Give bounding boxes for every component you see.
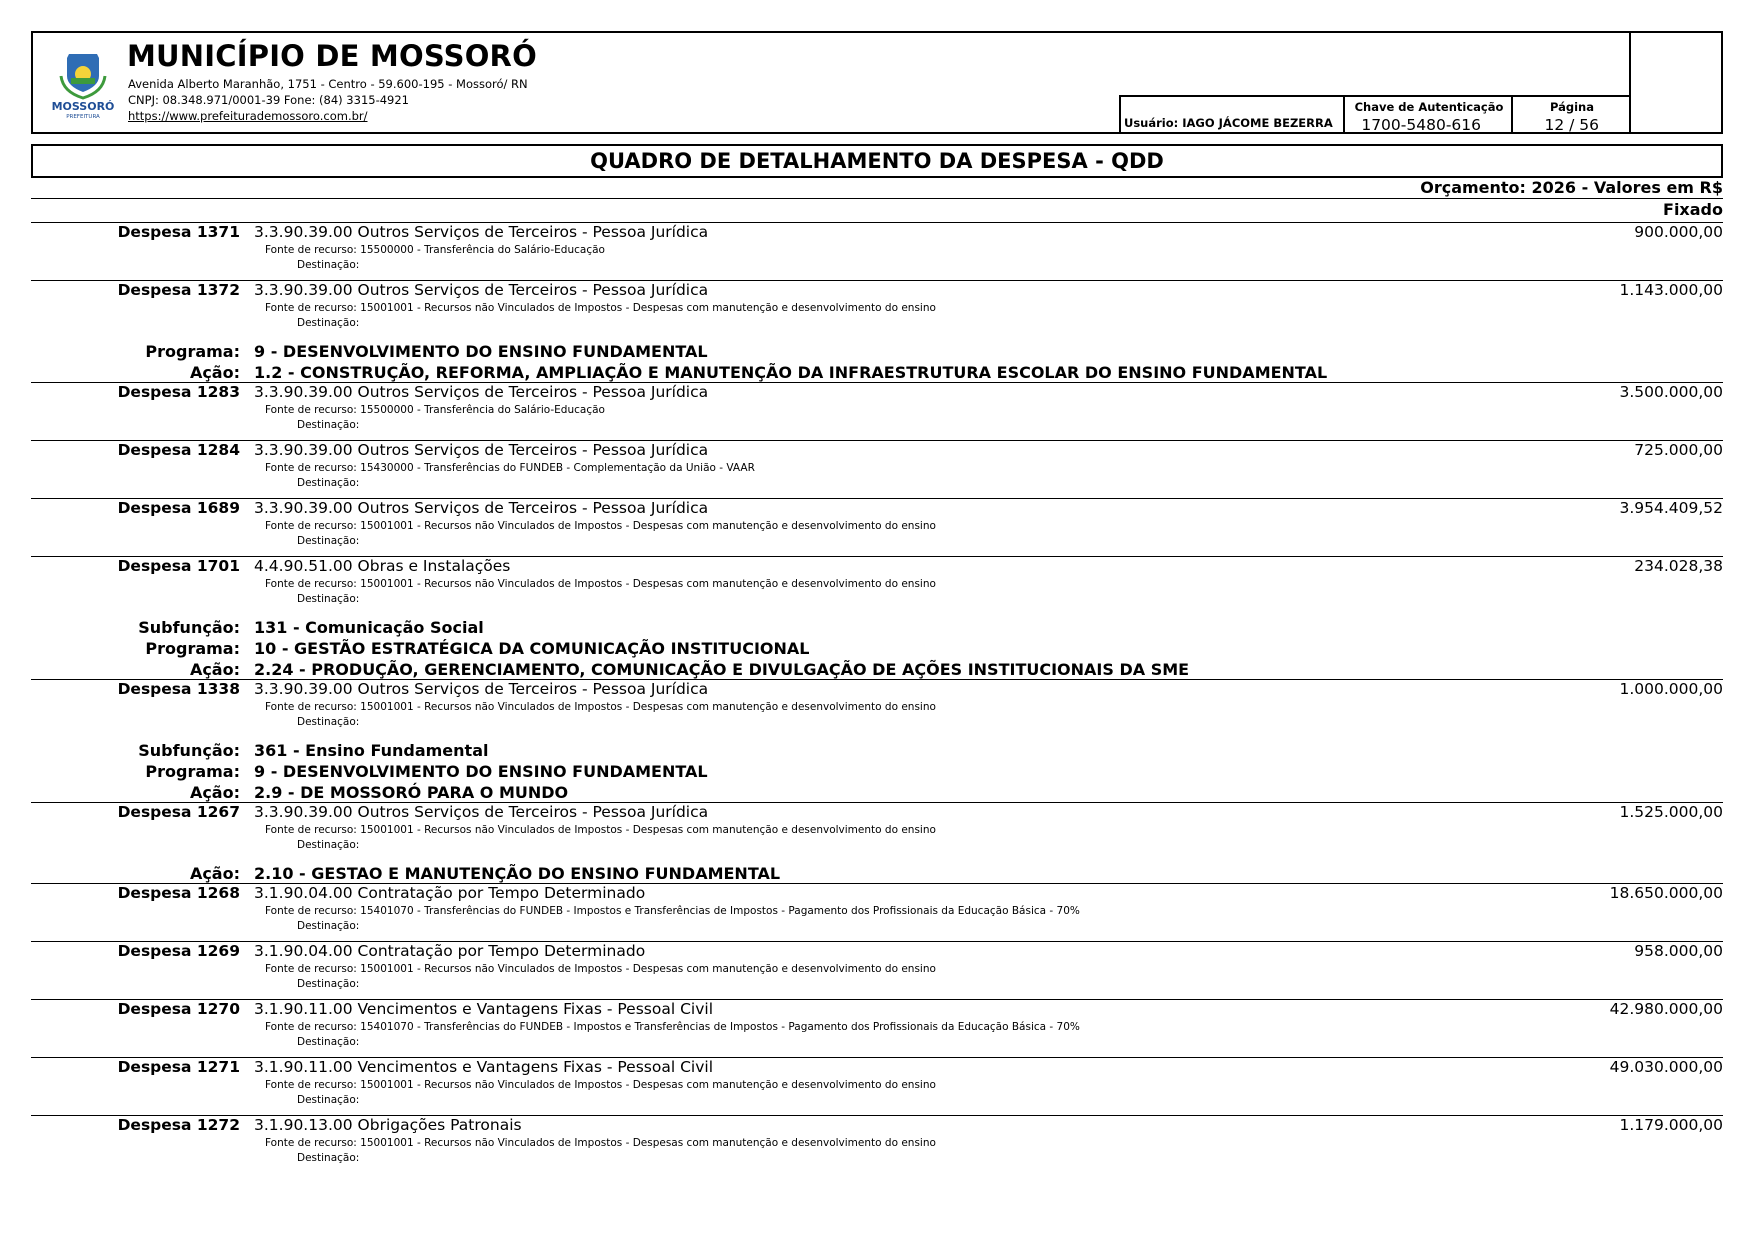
group-label: Programa: (145, 342, 240, 361)
expense-description: 4.4.90.51.00 Obras e Instalações (254, 557, 511, 575)
funding-source: Fonte de recurso: 15001001 - Recursos não Vinculados de Impostos - Despesas com manutenção e desenvolvimento do ensino (265, 963, 936, 975)
group-value: 9 - DESENVOLVIMENTO DO ENSINO FUNDAMENTAL (254, 762, 708, 781)
expense-id: Despesa 1284 (117, 441, 240, 459)
destination-label: Destinação: (297, 317, 360, 329)
funding-source: Fonte de recurso: 15430000 - Transferências do FUNDEB - Complementação da União - VAAR (265, 462, 755, 474)
expense-description: 3.3.90.39.00 Outros Serviços de Terceiros - Pessoa Jurídica (254, 223, 709, 241)
funding-source: Fonte de recurso: 15001001 - Recursos não Vinculados de Impostos - Despesas com manutenção e desenvolvimento do ensino (265, 1137, 936, 1149)
group-value: 1.2 - CONSTRUÇÃO, REFORMA, AMPLIAÇÃO E MANUTENÇÃO DA INFRAESTRUTURA ESCOLAR DO ENSINO FUNDAMENTAL (254, 363, 1328, 382)
expense-id: Despesa 1372 (117, 281, 240, 299)
funding-source: Fonte de recurso: 15001001 - Recursos não Vinculados de Impostos - Despesas com manutenção e desenvolvimento do ensino (265, 1079, 936, 1091)
destination-label: Destinação: (297, 978, 360, 990)
page-box (1511, 95, 1631, 134)
group-value: 361 - Ensino Fundamental (254, 741, 489, 760)
group-label: Programa: (145, 762, 240, 781)
user-name: Usuário: IAGO JÁCOME BEZERRA (1124, 116, 1333, 130)
funding-source: Fonte de recurso: 15401070 - Transferências do FUNDEB - Impostos e Transferências de Impostos - Pagamento dos Profissionais da Educação Básica - 70% (265, 1021, 1080, 1033)
funding-source: Fonte de recurso: 15001001 - Recursos não Vinculados de Impostos - Despesas com manutenção e desenvolvimento do ensino (265, 520, 936, 532)
website-link[interactable]: https://www.prefeiturademossoro.com.br/ (128, 109, 368, 123)
group-label: Subfunção: (138, 741, 240, 760)
page-number: 12 / 56 (1544, 116, 1599, 134)
destination-label: Destinação: (297, 419, 360, 431)
expense-description: 3.1.90.04.00 Contratação por Tempo Determinado (254, 942, 646, 960)
funding-source: Fonte de recurso: 15401070 - Transferências do FUNDEB - Impostos e Transferências de Impostos - Pagamento dos Profissionais da Educação Básica - 70% (265, 905, 1080, 917)
group-value: 2.9 - DE MOSSORÓ PARA O MUNDO (254, 783, 569, 802)
expense-description: 3.1.90.11.00 Vencimentos e Vantagens Fixas - Pessoal Civil (254, 1000, 713, 1018)
group-value: 9 - DESENVOLVIMENTO DO ENSINO FUNDAMENTAL (254, 342, 708, 361)
expense-id: Despesa 1371 (117, 223, 240, 241)
destination-label: Destinação: (297, 477, 360, 489)
expense-id: Despesa 1338 (117, 680, 240, 698)
expense-description: 3.3.90.39.00 Outros Serviços de Terceiros - Pessoa Jurídica (254, 680, 709, 698)
fixed-amount: 1.525.000,00 (1619, 803, 1723, 821)
destination-label: Destinação: (297, 920, 360, 932)
expense-id: Despesa 1268 (117, 884, 240, 902)
fixed-amount: 900.000,00 (1634, 223, 1723, 241)
destination-label: Destinação: (297, 839, 360, 851)
expense-description: 3.1.90.11.00 Vencimentos e Vantagens Fixas - Pessoal Civil (254, 1058, 713, 1076)
group-label: Ação: (189, 363, 240, 382)
funding-source: Fonte de recurso: 15001001 - Recursos não Vinculados de Impostos - Despesas com manutenção e desenvolvimento do ensino (265, 578, 936, 590)
municipality-logo (51, 50, 115, 122)
expense-id: Despesa 1701 (117, 557, 240, 575)
group-label: Subfunção: (138, 618, 240, 637)
expense-id: Despesa 1270 (117, 1000, 240, 1018)
coat-of-arms-icon (51, 50, 115, 122)
fixed-amount: 49.030.000,00 (1609, 1058, 1723, 1076)
fixed-amount: 958.000,00 (1634, 942, 1723, 960)
divider (31, 198, 1723, 199)
group-value: 131 - Comunicação Social (254, 618, 484, 637)
expense-description: 3.3.90.39.00 Outros Serviços de Terceiros - Pessoa Jurídica (254, 383, 709, 401)
header-divider (1629, 33, 1631, 132)
municipality-name: MUNICÍPIO DE MOSSORÓ (127, 39, 537, 73)
fixed-amount: 42.980.000,00 (1609, 1000, 1723, 1018)
fixed-amount: 3.954.409,52 (1619, 499, 1723, 517)
expense-description: 3.1.90.04.00 Contratação por Tempo Determinado (254, 884, 646, 902)
group-label: Ação: (189, 783, 240, 802)
fixed-amount: 18.650.000,00 (1609, 884, 1723, 902)
destination-label: Destinação: (297, 716, 360, 728)
user-box (1119, 95, 1345, 134)
report-header (31, 31, 1723, 134)
expense-description: 3.1.90.13.00 Obrigações Patronais (254, 1116, 522, 1134)
expense-description: 3.3.90.39.00 Outros Serviços de Terceiros - Pessoa Jurídica (254, 803, 709, 821)
group-value: 2.10 - GESTAO E MANUTENÇÃO DO ENSINO FUNDAMENTAL (254, 864, 781, 883)
funding-source: Fonte de recurso: 15001001 - Recursos não Vinculados de Impostos - Despesas com manutenção e desenvolvimento do ensino (265, 302, 936, 314)
group-label: Ação: (189, 864, 240, 883)
fixed-amount: 725.000,00 (1634, 441, 1723, 459)
destination-label: Destinação: (297, 1036, 360, 1048)
funding-source: Fonte de recurso: 15001001 - Recursos não Vinculados de Impostos - Despesas com manutenção e desenvolvimento do ensino (265, 701, 936, 713)
expense-id: Despesa 1269 (117, 942, 240, 960)
destination-label: Destinação: (297, 1152, 360, 1164)
group-label: Ação: (189, 660, 240, 679)
svg-text:MOSSORÓ: MOSSORÓ (51, 100, 115, 113)
expense-id: Despesa 1271 (117, 1058, 240, 1076)
expense-description: 3.3.90.39.00 Outros Serviços de Terceiros - Pessoa Jurídica (254, 281, 709, 299)
address: Avenida Alberto Maranhão, 1751 - Centro - 59.600-195 - Mossoró/ RN (128, 77, 528, 91)
group-value: 10 - GESTÃO ESTRATÉGICA DA COMUNICAÇÃO INSTITUCIONAL (254, 639, 810, 658)
expense-id: Despesa 1272 (117, 1116, 240, 1134)
destination-label: Destinação: (297, 535, 360, 547)
fixed-amount: 3.500.000,00 (1619, 383, 1723, 401)
fixed-amount: 234.028,38 (1634, 557, 1723, 575)
expense-id: Despesa 1267 (117, 803, 240, 821)
auth-key-value: 1700-5480-616 (1361, 116, 1481, 134)
report-title: QUADRO DE DETALHAMENTO DA DESPESA - QDD (31, 144, 1723, 178)
fixed-amount: 1.143.000,00 (1619, 281, 1723, 299)
fixed-amount: 1.000.000,00 (1619, 680, 1723, 698)
expense-description: 3.3.90.39.00 Outros Serviços de Terceiros - Pessoa Jurídica (254, 441, 709, 459)
cnpj-phone: CNPJ: 08.348.971/0001-39 Fone: (84) 3315-4921 (128, 93, 409, 107)
budget-label: Orçamento: 2026 - Valores em R$ (1420, 178, 1723, 197)
funding-source: Fonte de recurso: 15500000 - Transferência do Salário-Educação (265, 404, 605, 416)
page-label: Página (1549, 100, 1594, 114)
funding-source: Fonte de recurso: 15001001 - Recursos não Vinculados de Impostos - Despesas com manutenção e desenvolvimento do ensino (265, 824, 936, 836)
expense-description: 3.3.90.39.00 Outros Serviços de Terceiros - Pessoa Jurídica (254, 499, 709, 517)
auth-key-box (1343, 95, 1513, 134)
auth-key-label: Chave de Autenticação (1354, 100, 1504, 114)
funding-source: Fonte de recurso: 15500000 - Transferência do Salário-Educação (265, 244, 605, 256)
destination-label: Destinação: (297, 1094, 360, 1106)
column-header-fixed: Fixado (1663, 200, 1723, 219)
group-value: 2.24 - PRODUÇÃO, GERENCIAMENTO, COMUNICAÇÃO E DIVULGAÇÃO DE AÇÕES INSTITUCIONAIS DA SME (254, 660, 1190, 679)
fixed-amount: 1.179.000,00 (1619, 1116, 1723, 1134)
destination-label: Destinação: (297, 593, 360, 605)
svg-text:PREFEITURA: PREFEITURA (66, 114, 100, 120)
group-label: Programa: (145, 639, 240, 658)
expense-id: Despesa 1689 (117, 499, 240, 517)
destination-label: Destinação: (297, 259, 360, 271)
expense-id: Despesa 1283 (117, 383, 240, 401)
